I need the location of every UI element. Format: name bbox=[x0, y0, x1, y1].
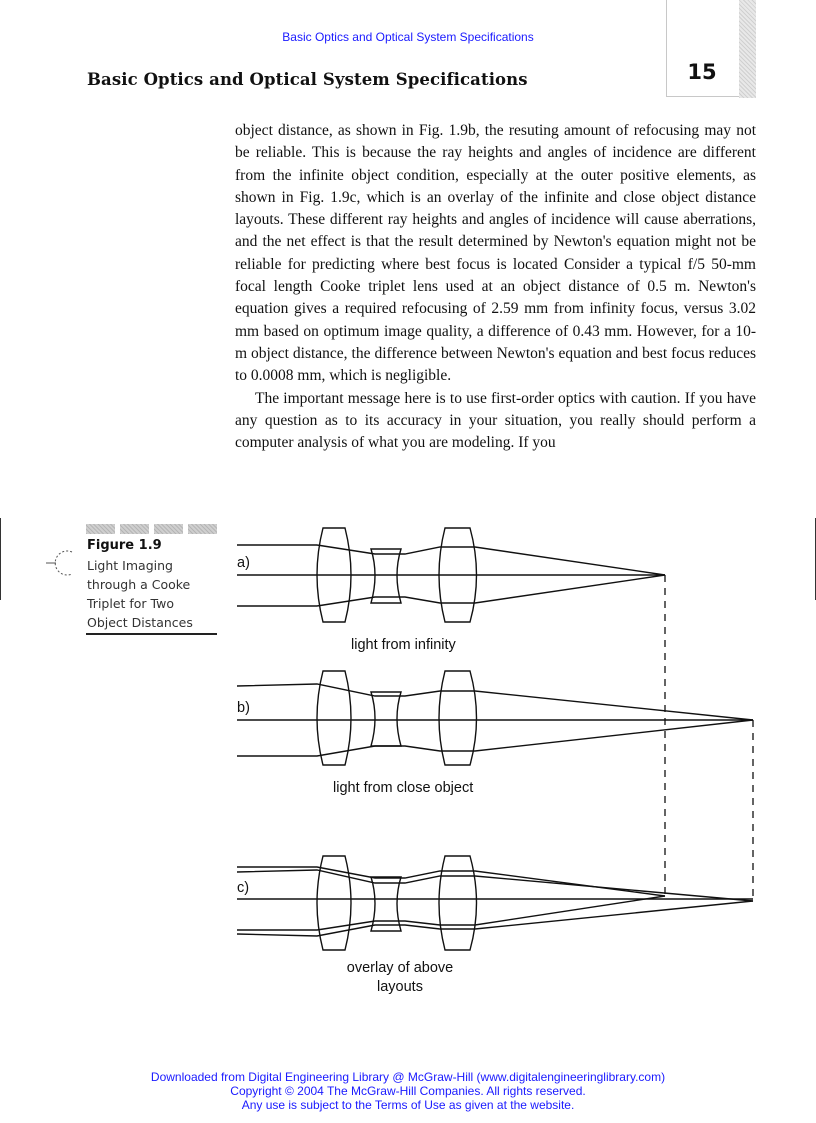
panel-a-caption: light from infinity bbox=[351, 637, 456, 653]
panel-c-caption-line1: overlay of above bbox=[346, 960, 454, 976]
panel-b-rays bbox=[237, 684, 753, 756]
left-margin-line bbox=[0, 518, 1, 600]
figure-caption: Light Imaging through a Cooke Triplet for Two Object Distances bbox=[87, 558, 193, 630]
figure-marker-icon bbox=[46, 548, 76, 578]
panel-a-label: a) bbox=[237, 555, 250, 571]
paragraph-2: The important message here is to use first-order optics with caution. If you have any question as to its accuracy in your situation, you really should perform a computer analysis of what you are modeling. If you bbox=[235, 389, 756, 452]
footer-line-2: Copyright © 2004 The McGraw-Hill Companies. All rights reserved. bbox=[230, 1084, 586, 1098]
footer-line-1: Downloaded from Digital Engineering Library @ McGraw-Hill (www.digitalengineeringlibrary.com) bbox=[150, 1070, 666, 1084]
panel-b-label: b) bbox=[237, 700, 250, 716]
figure-label: Figure 1.9 bbox=[87, 538, 162, 553]
panel-c-rays bbox=[237, 867, 753, 936]
panel-c-lenses bbox=[317, 856, 477, 950]
focus-guides bbox=[665, 575, 753, 902]
running-head: Basic Optics and Optical System Specifications bbox=[282, 30, 534, 44]
footer-line-3: Any use is subject to the Terms of Use as given at the website. bbox=[241, 1098, 575, 1112]
footer bbox=[0, 1070, 816, 1112]
page-edge-strip bbox=[739, 0, 756, 98]
panel-c-caption-line2: layouts bbox=[377, 979, 423, 995]
panel-b-caption: light from close object bbox=[333, 780, 474, 796]
panel-c-label: c) bbox=[237, 880, 250, 896]
paragraph-1: object distance, as shown in Fig. 1.9b, the resuting amount of refocusing may not be reliable. This is because the ray heights and angles of incidence are different from the infinite object condition, especially at the outer positive elements, as shown in Fig. 1.9c, which is an overlay of the infinite and close object distance layouts. These different ray heights and angles of incidence will cause aberrations, and the net effect is that the result determined by Newton's equation might not be reliable for predicting where best focus is located Consider a typical f/5 50-mm focal length Cooke triplet lens used at an object distance of 0.5 m. Newton's equation gives a required refocusing of 2.59 mm from infinity focus, versus 3.02 mm based on optimum image quality, a difference of 0.43 mm. However, for a 10-m object distance, the difference between Newton's equation and best focus reduces to 0.0008 mm, which is negligible. bbox=[235, 122, 756, 385]
figure-caption-rule bbox=[86, 633, 217, 635]
cooke-triplet-diagram bbox=[225, 520, 765, 1000]
panel-a-rays bbox=[237, 545, 665, 606]
page-number: 15 bbox=[687, 60, 717, 84]
body-text bbox=[235, 120, 756, 454]
figure-header-bars bbox=[86, 524, 217, 534]
chapter-title: Basic Optics and Optical System Specifications bbox=[87, 70, 528, 89]
